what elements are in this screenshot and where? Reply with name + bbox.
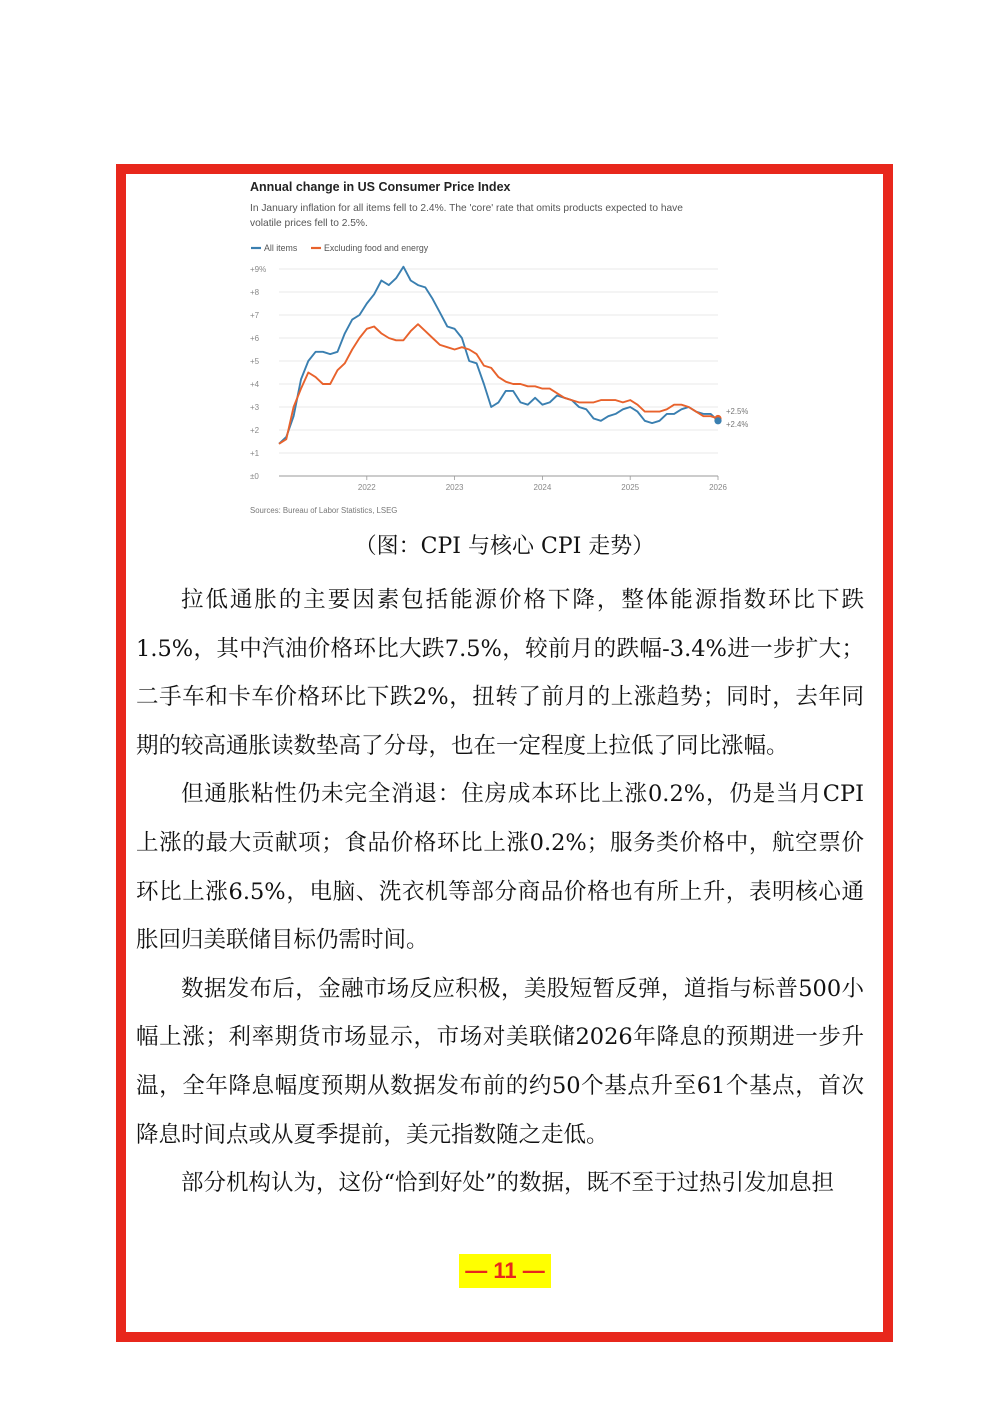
y-tick-label: +7	[250, 311, 260, 320]
body-text	[136, 576, 864, 1208]
y-tick-label: +6	[250, 334, 260, 343]
end-value-label: +2.4%	[726, 420, 749, 429]
y-tick-label: +9%	[250, 265, 267, 274]
figure-caption: （图：CPI 与核心 CPI 走势）	[354, 534, 655, 559]
page-number: — 11 —	[459, 1254, 551, 1288]
y-tick-label: +4	[250, 380, 260, 389]
x-tick-label: 2026	[709, 483, 727, 492]
chart-subtitle-line2: volatile prices fell to 2.5%.	[250, 218, 368, 229]
paragraph-1: 拉低通胀的主要因素包括能源价格下降，整体能源指数环比下跌1.5%，其中汽油价格环比大跌7.5%，较前月的跌幅-3.4%进一步扩大；二手车和卡车价格环比下跌2%，扭转了前月的上涨趋势；同时，去年同期的较高通胀读数垫高了分母，也在一定程度上拉低了同比涨幅。	[136, 587, 864, 759]
chart-source: Sources: Bureau of Labor Statistics, LSEG	[250, 506, 398, 515]
chart-svg	[238, 172, 758, 520]
paragraph-3: 数据发布后，金融市场反应积极，美股短暂反弹，道指与标普500小幅上涨；利率期货市场显示，市场对美联储2026年降息的预期进一步升温，全年降息幅度预期从数据发布前的约50个基点升至61个基点，首次降息时间点或从夏季提前，美元指数随之走低。	[136, 975, 864, 1148]
y-tick-label: ±0	[250, 472, 259, 481]
paragraph-2: 但通胀粘性仍未完全消退：住房成本环比上涨0.2%，仍是当月CPI上涨的最大贡献项；食品价格环比上涨0.2%；服务类价格中，航空票价环比上涨6.5%，电脑、洗衣机等部分商品价格也有所上升，表明核心通胀回归美联储目标仍需时间。	[136, 781, 864, 954]
legend-label-all-items: All items	[264, 243, 298, 253]
legend-label-core: Excluding food and energy	[324, 243, 429, 253]
chart-title: Annual change in US Consumer Price Index	[250, 180, 511, 194]
chart-subtitle-line1: In January inflation for all items fell to 2.4%. The 'core' rate that omits products expected to have	[250, 203, 683, 214]
cpi-chart	[238, 172, 758, 520]
series-line-all-items	[279, 267, 718, 444]
y-tick-label: +2	[250, 426, 260, 435]
y-tick-label: +3	[250, 403, 260, 412]
chart-legend	[251, 243, 429, 253]
y-tick-label: +8	[250, 288, 260, 297]
end-point-all-items	[714, 417, 721, 424]
x-tick-label: 2023	[445, 483, 464, 492]
y-tick-label: +1	[250, 449, 260, 458]
x-tick-label: 2025	[621, 483, 640, 492]
y-tick-label: +5	[250, 357, 260, 366]
x-tick-label: 2024	[533, 483, 552, 492]
paragraph-4: 部分机构认为，这份“恰到好处”的数据，既不至于过热引发加息担	[181, 1170, 835, 1197]
x-tick-label: 2022	[357, 483, 376, 492]
end-value-label: +2.5%	[726, 407, 749, 416]
